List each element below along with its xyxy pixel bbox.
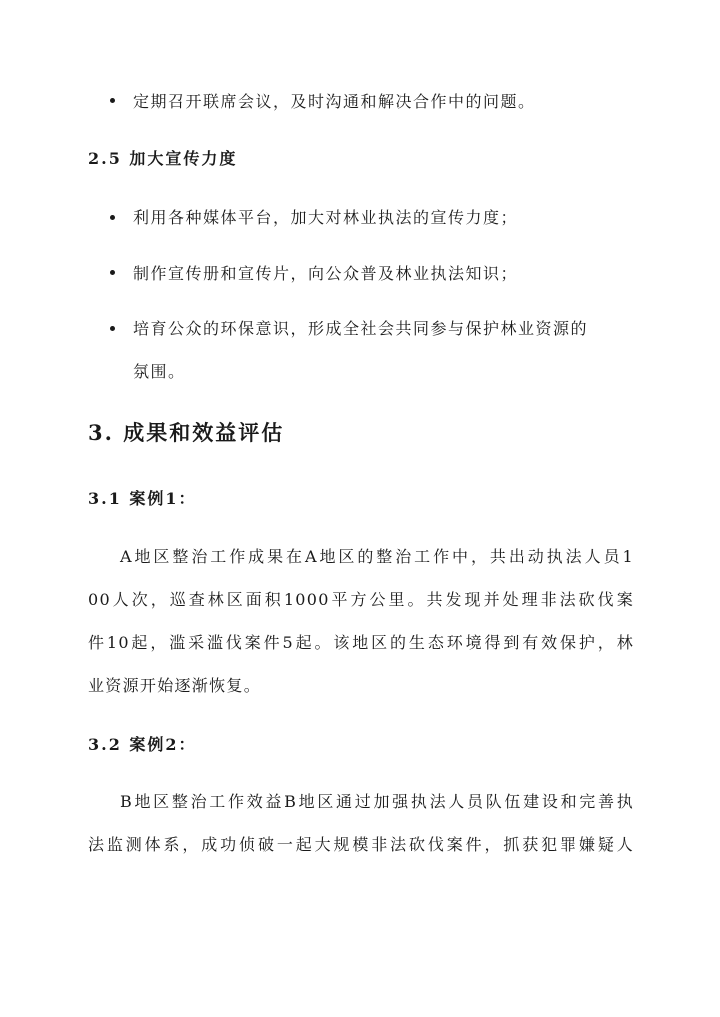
section-heading-3-1: 3.1 案例1：	[88, 489, 197, 508]
bullet-text: 利用各种媒体平台，加大对林业执法的宣传力度；	[133, 208, 519, 227]
paragraph-line: 业资源开始逐渐恢复。	[88, 676, 262, 695]
section-heading-2-5: 2.5 加大宣传力度	[88, 149, 238, 168]
section-heading-3-2: 3.2 案例2：	[88, 735, 197, 754]
bullet-dot	[110, 270, 115, 275]
paragraph-line: B地区整治工作效益B地区通过加强执法人员队伍建设和完善执	[120, 792, 634, 811]
bullet-text: 制作宣传册和宣传片，向公众普及林业执法知识；	[133, 264, 519, 283]
paragraph-line: 件10起，滥采滥伐案件5起。该地区的生态环境得到有效保护，林	[88, 633, 634, 652]
bullet-text: 培育公众的环保意识，形成全社会共同参与保护林业资源的	[133, 319, 589, 338]
paragraph-line: A地区整治工作成果在A地区的整治工作中，共出动执法人员1	[120, 547, 634, 566]
paragraph-line: 法监测体系，成功侦破一起大规模非法砍伐案件，抓获犯罪嫌疑人	[88, 835, 634, 854]
bullet-text: 定期召开联席会议，及时沟通和解决合作中的问题。	[133, 92, 536, 111]
paragraph-line: 00人次，巡查林区面积1000平方公里。共发现并处理非法砍伐案	[88, 590, 634, 609]
bullet-text-continuation: 氛围。	[133, 362, 186, 381]
section-heading-3: 3. 成果和效益评估	[88, 420, 285, 445]
bullet-dot	[110, 98, 115, 103]
bullet-dot	[110, 326, 115, 331]
bullet-dot	[110, 215, 115, 220]
